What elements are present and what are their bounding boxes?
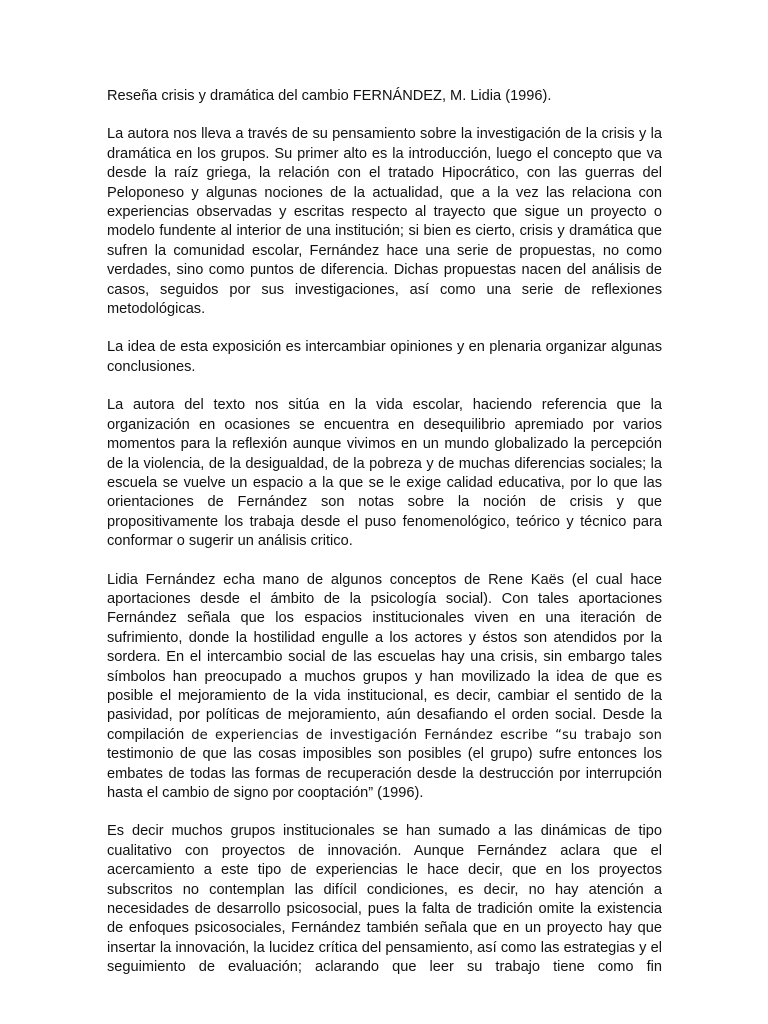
paragraph-kaes-concepts xyxy=(107,571,662,804)
paragraph-introduction: La autora nos lleva a través de su pensamiento sobre la investigación de la crisis y la dramática en los grupos. Su primer alto es la introducción, luego el concepto que va desde la raíz griega, la relación con el tratado Hipocrático, con las guerras del Peloponeso y algunas nociones de la actualidad, que a la vez las relaciona con experiencias observadas y escritas respecto al trayecto que sigue un proyecto o modelo fundente al interior de una institución; si bien es cierto, crisis y dramática que sufren la comunidad escolar, Fernández hace una serie de propuestas, no como verdades, sino como puntos de diferencia. Dichas propuestas nacen del análisis de casos, seguidos por sus investigaciones, así como una serie de reflexiones metodológicas. xyxy=(107,126,662,318)
paragraph-kaes-text-before: Lidia Fernández echa mano de algunos conceptos de Rene Kaës (el cual hace aportaciones desde el ámbito de la psicología social). Con tales aportaciones Fernández señala que los espacios institucionales viven en una iteración de sufrimiento, donde la hostilidad engulle a los actores y éstos son atendidos por la sordera. En el intercambio social de las escuelas hay una crisis, sin embargo tales símbolos han preocupado a muchos grupos y han movilizado la idea de que es posible el mejoramiento de la vida institucional, es decir, cambiar el sentido de la pasividad, por políticas de mejoramiento, aún desafiando el orden social. Desde la compilación xyxy=(107,571,662,743)
paragraph-kaes-text-after: testimonio de que las cosas imposibles son posibles (el grupo) sufre entonces los embates de todas las formas de recuperación desde la destrucción por interrupción hasta el cambio de signo por cooptación” (1996). xyxy=(107,746,662,801)
paragraph-kaes-quote-intro: de experiencias de investigación Fernández escribe “su trabajo son xyxy=(191,727,662,743)
paragraph-exposition-purpose: La idea de esta exposición es intercambiar opiniones y en plenaria organizar algunas conclusiones. xyxy=(107,339,662,375)
document-page xyxy=(107,87,662,978)
paragraph-school-life: La autora del texto nos sitúa en la vida escolar, haciendo referencia que la organización en ocasiones se encuentra en desequilibrio apremiado por varios momentos para la reflexión aunque vivimos en un mundo globalizado la percepción de la violencia, de la desigualdad, de la pobreza y de muchas diferencias sociales; la escuela se vuelve un espacio a la que se le exige calidad educativa, por lo que las orientaciones de Fernández son notas sobre la noción de crisis y que propositivamente los trabaja desde el puso fenomenológico, teórico y técnico para conformar o sugerir un análisis critico. xyxy=(107,397,662,550)
paragraph-institutional-groups: Es decir muchos grupos institucionales se han sumado a las dinámicas de tipo cualitativo con proyectos de innovación. Aunque Fernández aclara que el acercamiento a este tipo de experiencias le hace decir, que en los proyectos subscritos no contemplan las difícil condiciones, es decir, no hay atención a necesidades de desarrollo psicosocial, pues la falta de tradición omite la existencia de enfoques psicosociales, Fernández también señala que en un proyecto hay que insertar la innovación, la lucidez crítica del pensamiento, así como las estrategias y el seguimiento de evaluación; aclarando que leer su trabajo tiene como fin xyxy=(107,823,662,976)
document-title: Reseña crisis y dramática del cambio FERNÁNDEZ, M. Lidia (1996). xyxy=(107,88,552,104)
